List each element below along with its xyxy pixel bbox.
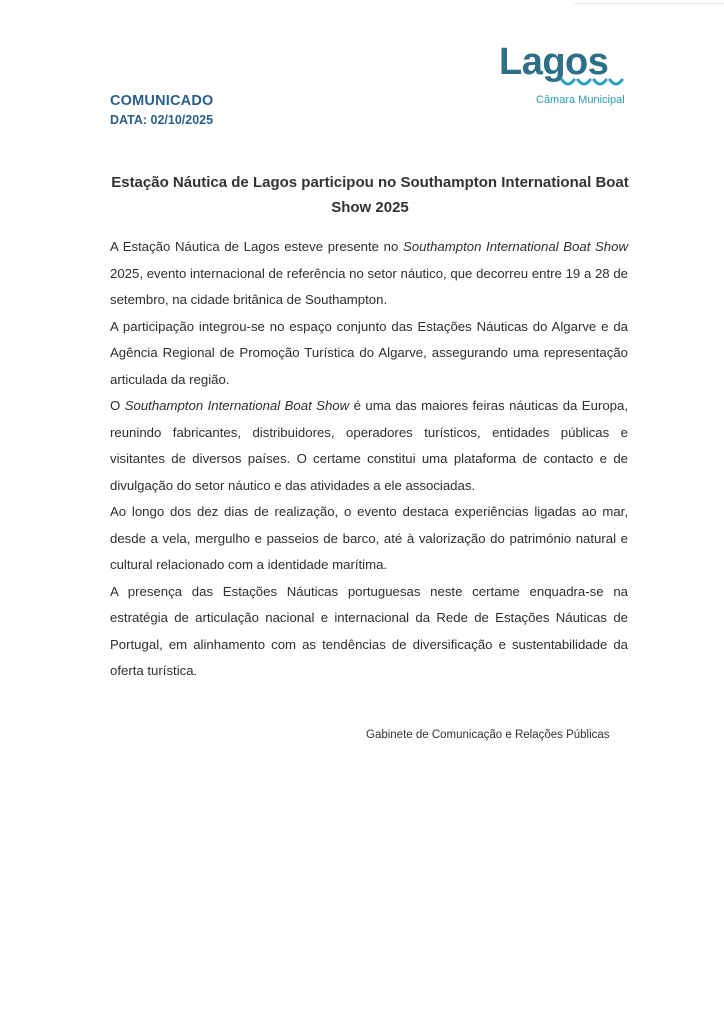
signature-line: Gabinete de Comunicação e Relações Públicas [366,729,610,741]
waves-icon [560,77,630,91]
logo-subtitle: Câmara Municipal [536,94,625,106]
paragraph-1 [110,234,628,314]
paragraph-4: Ao longo dos dez dias de realização, o evento destaca experiências ligadas ao mar, desde a vela, mergulho e passeios de barco, até à valorização do património natural e cultural relacionado com a identidade marítima. [110,504,628,572]
document-header [110,91,214,129]
body-text [110,234,628,685]
paragraph-3-start: O [110,398,125,413]
paragraph-5: A presença das Estações Náuticas portuguesas neste certame enquadra-se na estratégia de articulação nacional e internacional da Rede de Estações Náuticas de Portugal, em alinhamento com as tendências de diversificação e sustentabilidade da oferta turística. [110,583,628,678]
scan-artifact-line [574,3,724,4]
logo-wordmark: Lagos [499,41,609,83]
page-title: Estação Náutica de Lagos participou no Southampton International Boat Show 2025 [111,174,629,216]
paragraph-2: A participação integrou-se no espaço conjunto das Estações Náuticas do Algarve e da Agência Regional de Promoção Turística do Algarve, assegurando uma representação articulada da região. [110,318,628,387]
lagos-logo [496,40,636,112]
event-name-italic: Southampton International Boat Show [124,398,350,413]
document-type: COMUNICADO [110,93,214,109]
paragraph-1-end: 2025, evento internacional de referência no setor náutico, que decorreu entre 19 a 28 de setembro, na cidade britânica de Southampton. [110,265,628,307]
paragraph-1-start: A Estação Náutica de Lagos esteve presente no [110,239,403,254]
paragraph-3 [110,393,628,499]
event-name-italic: Southampton International Boat Show [402,239,629,254]
document-date: DATA: 02/10/2025 [110,113,214,127]
paragraph-3-end: é uma das maiores feiras náuticas da Europa, reunindo fabricantes, distribuidores, operadores turísticos, entidades públicas e visitantes de diversos países. O certame constitui uma plataforma de contacto e de divulgação do setor náutico e das atividades a ele associadas. [110,398,629,493]
